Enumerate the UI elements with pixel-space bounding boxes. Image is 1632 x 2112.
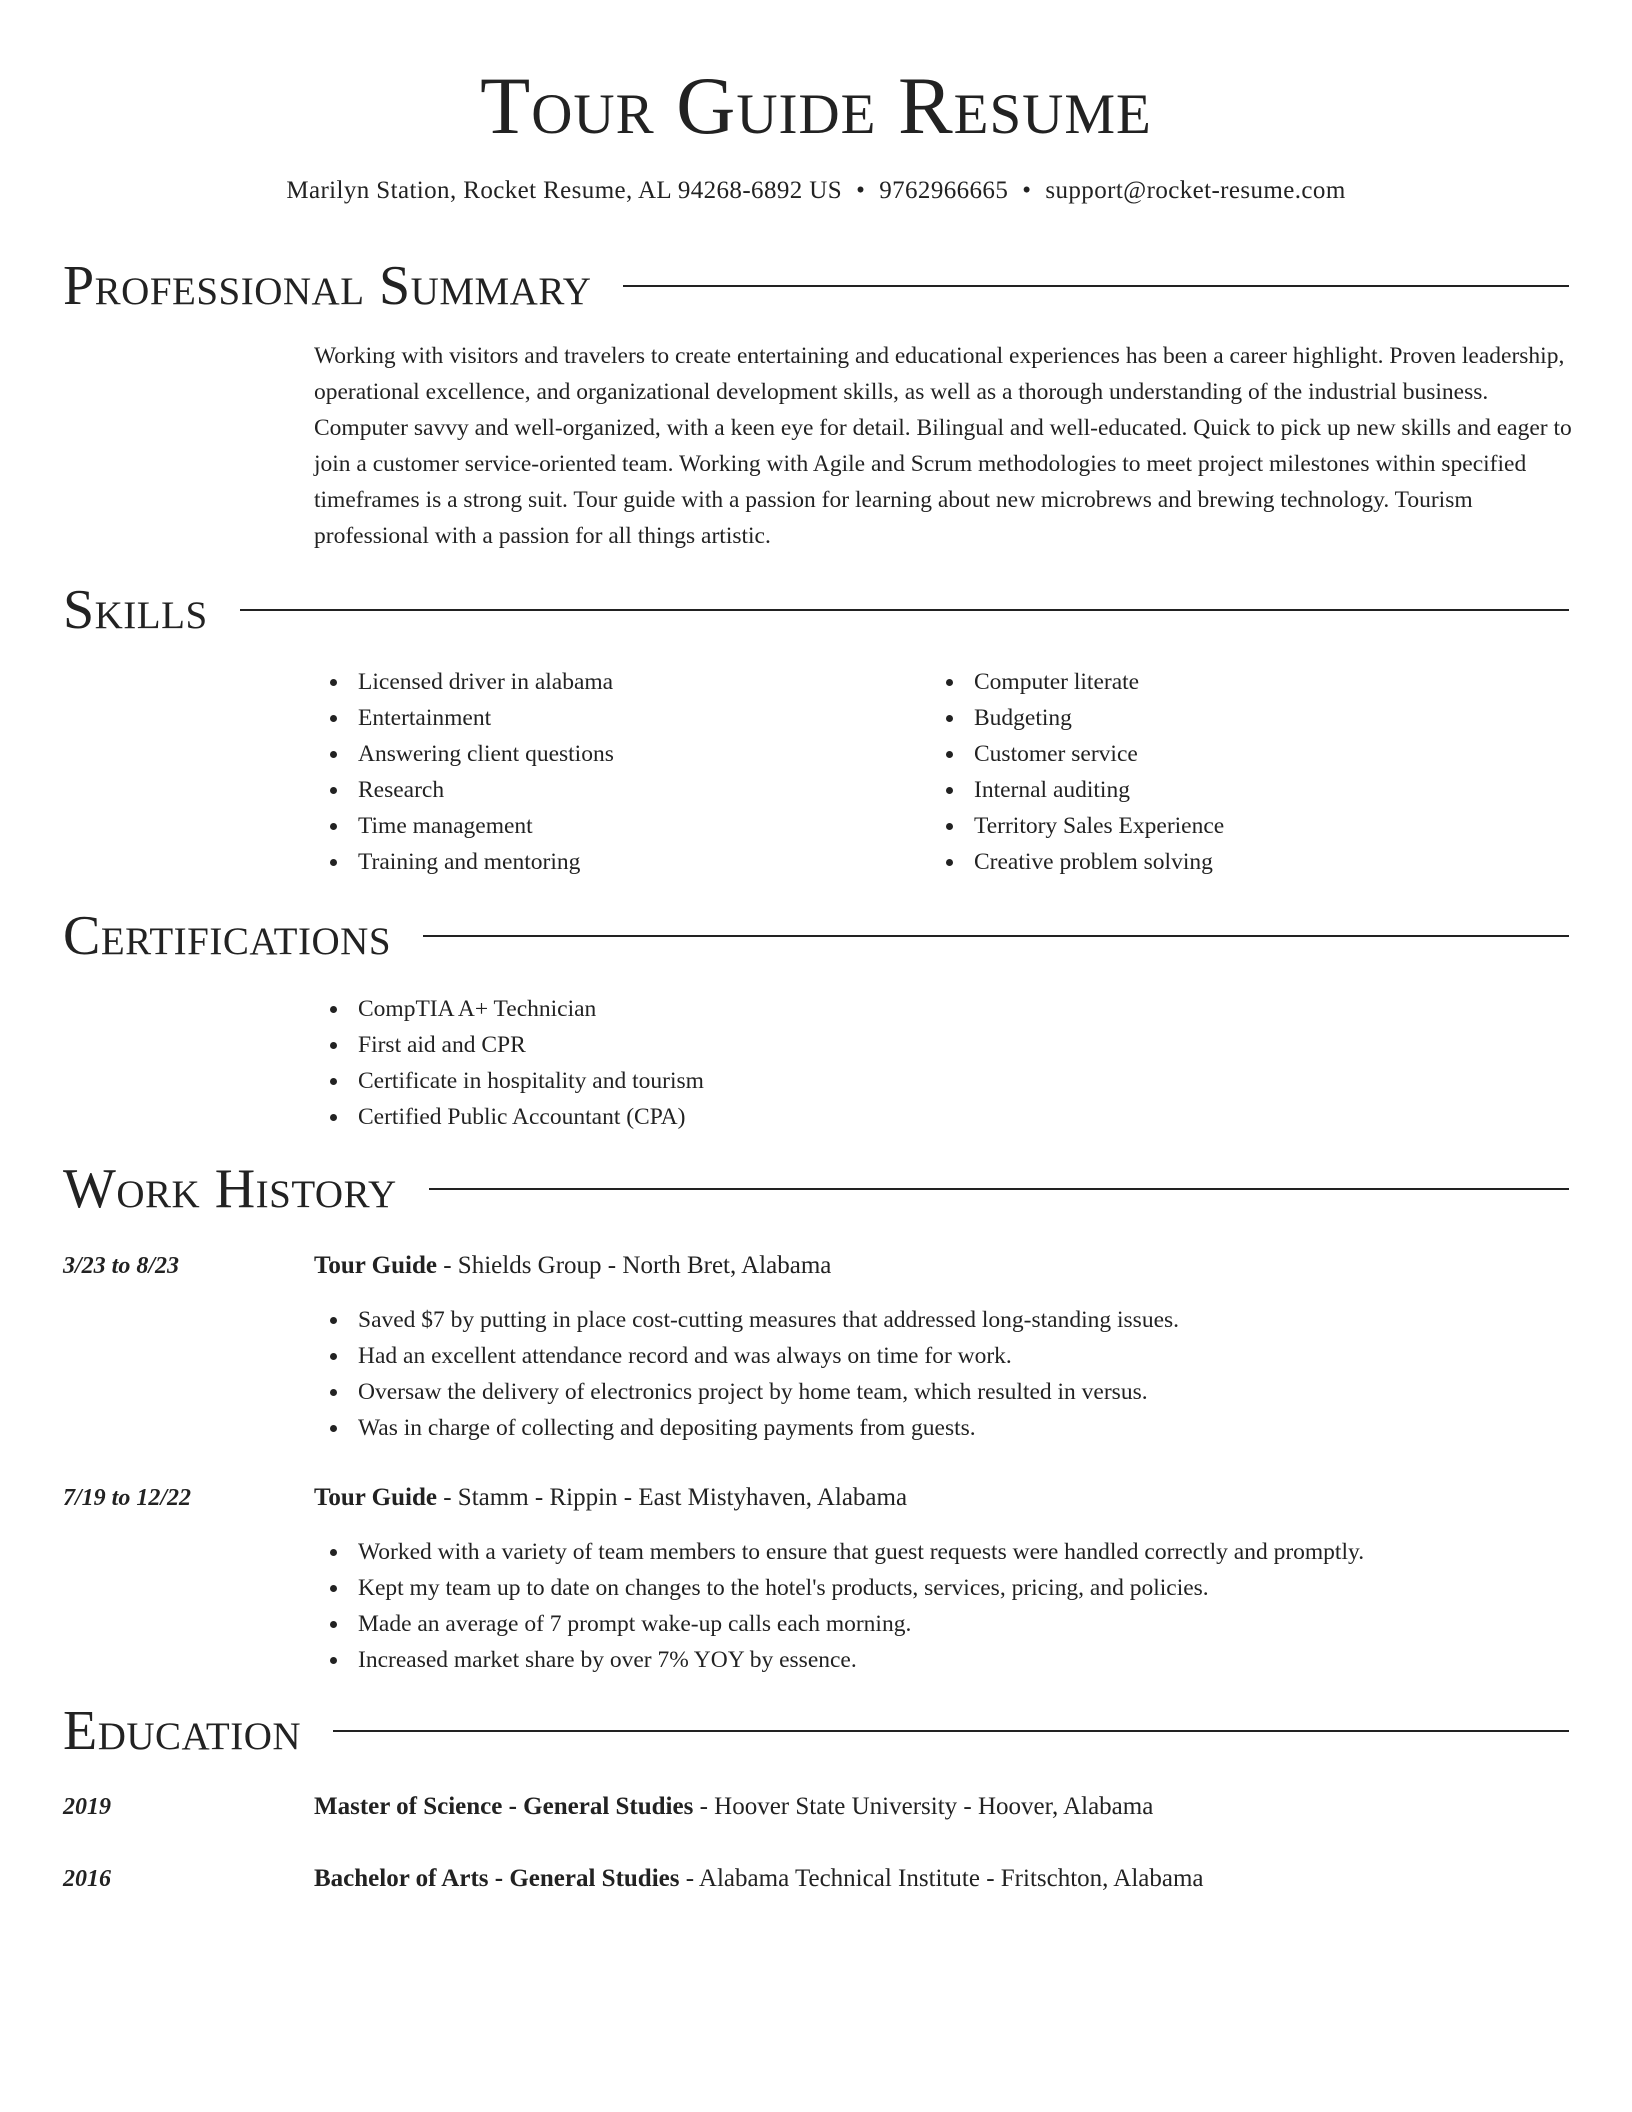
job-employer-location: - Shields Group - North Bret, Alabama — [436, 1252, 832, 1279]
education-school-location: - Alabama Technical Institute - Fritschton, Alabama — [679, 1865, 1204, 1892]
section-divider — [429, 1188, 1569, 1190]
education-section-header — [63, 1699, 1569, 1763]
job-title: Tour Guide — [314, 1484, 437, 1511]
education-entry — [314, 1789, 1153, 1825]
skills-right-column — [930, 664, 1224, 880]
education-degree: Bachelor of Arts - General Studies — [314, 1865, 680, 1892]
section-divider — [240, 609, 1569, 611]
job-dates: 3/23 to 8/23 — [63, 1253, 180, 1279]
skill-item: Computer literate — [930, 664, 1224, 700]
job-bullet: Worked with a variety of team members to ensure that guest requests were handled correctly and promptly. — [314, 1534, 1364, 1570]
job-bullets — [314, 1302, 1179, 1446]
education-entry — [314, 1861, 1204, 1897]
job-bullets — [314, 1534, 1364, 1678]
skills-section-header — [63, 578, 1569, 642]
skill-item: Budgeting — [930, 700, 1224, 736]
skill-item: Licensed driver in alabama — [314, 664, 614, 700]
education-year: 2019 — [63, 1794, 111, 1820]
section-divider — [333, 1730, 1569, 1732]
job-dates: 7/19 to 12/22 — [63, 1485, 192, 1511]
job-bullet: Kept my team up to date on changes to the hotel's products, services, pricing, and policies. — [314, 1570, 1364, 1606]
section-divider — [423, 935, 1569, 937]
skills-heading: Skills — [63, 579, 208, 641]
job-title: Tour Guide — [314, 1252, 437, 1279]
skill-item: Entertainment — [314, 700, 614, 736]
skill-item: Training and mentoring — [314, 844, 614, 880]
section-divider — [623, 285, 1569, 287]
contact-phone: 9762966665 — [879, 177, 1009, 204]
education-degree: Master of Science - General Studies — [314, 1793, 694, 1820]
contact-separator: • — [856, 177, 866, 204]
skill-item: Answering client questions — [314, 736, 614, 772]
contact-line — [0, 174, 1632, 208]
skill-item: Time management — [314, 808, 614, 844]
certifications-list — [314, 991, 704, 1135]
job-employer-location: - Stamm - Rippin - East Mistyhaven, Alabama — [436, 1484, 908, 1511]
skill-item: Internal auditing — [930, 772, 1224, 808]
resume-title: Tour Guide Resume — [480, 60, 1152, 151]
education-heading: Education — [63, 1700, 302, 1762]
education-year: 2016 — [63, 1866, 111, 1892]
summary-section-header — [63, 254, 1569, 318]
job-heading — [314, 1248, 831, 1284]
certifications-heading: Certifications — [63, 905, 392, 967]
job-bullet: Had an excellent attendance record and was always on time for work. — [314, 1338, 1179, 1374]
job-bullet: Was in charge of collecting and depositing payments from guests. — [314, 1410, 1179, 1446]
job-bullet: Oversaw the delivery of electronics project by home team, which resulted in versus. — [314, 1374, 1179, 1410]
job-bullet: Increased market share by over 7% YOY by essence. — [314, 1642, 1364, 1678]
skills-left-column — [314, 664, 614, 880]
education-school-location: - Hoover State University - Hoover, Alabama — [693, 1793, 1154, 1820]
job-bullet: Made an average of 7 prompt wake-up calls each morning. — [314, 1606, 1364, 1642]
work-heading: Work History — [63, 1158, 397, 1220]
skill-item: Research — [314, 772, 614, 808]
certification-item: Certified Public Accountant (CPA) — [314, 1099, 704, 1135]
contact-separator: • — [1022, 177, 1032, 204]
skill-item: Creative problem solving — [930, 844, 1224, 880]
certification-item: CompTIA A+ Technician — [314, 991, 704, 1027]
contact-email[interactable]: support@rocket-resume.com — [1045, 177, 1346, 204]
certifications-section-header — [63, 904, 1569, 968]
certification-item: Certificate in hospitality and tourism — [314, 1063, 704, 1099]
work-section-header — [63, 1157, 1569, 1221]
job-bullet: Saved $7 by putting in place cost-cutting measures that addressed long-standing issues. — [314, 1302, 1179, 1338]
job-heading — [314, 1480, 907, 1516]
contact-address: Marilyn Station, Rocket Resume, AL 94268-6892 US — [286, 177, 843, 204]
skill-item: Customer service — [930, 736, 1224, 772]
certification-item: First aid and CPR — [314, 1027, 704, 1063]
summary-heading: Professional Summary — [63, 255, 592, 317]
skill-item: Territory Sales Experience — [930, 808, 1224, 844]
summary-text: Working with visitors and travelers to create entertaining and educational experiences has been a career highlight. Proven leadership, operational excellence, and organizational development skills, as well as a thorough understanding of the industrial business. Computer savvy and well-organized, with a keen eye for detail. Bilingual and well-educated. Quick to pick up new skills and eager to join a customer service-oriented team. Working with Agile and Scrum methodologies to meet project milestones within specified timeframes is a strong suit. Tour guide with a passion for learning about new microbrews and brewing technology. Tourism professional with a passion for all things artistic. — [314, 343, 1572, 549]
